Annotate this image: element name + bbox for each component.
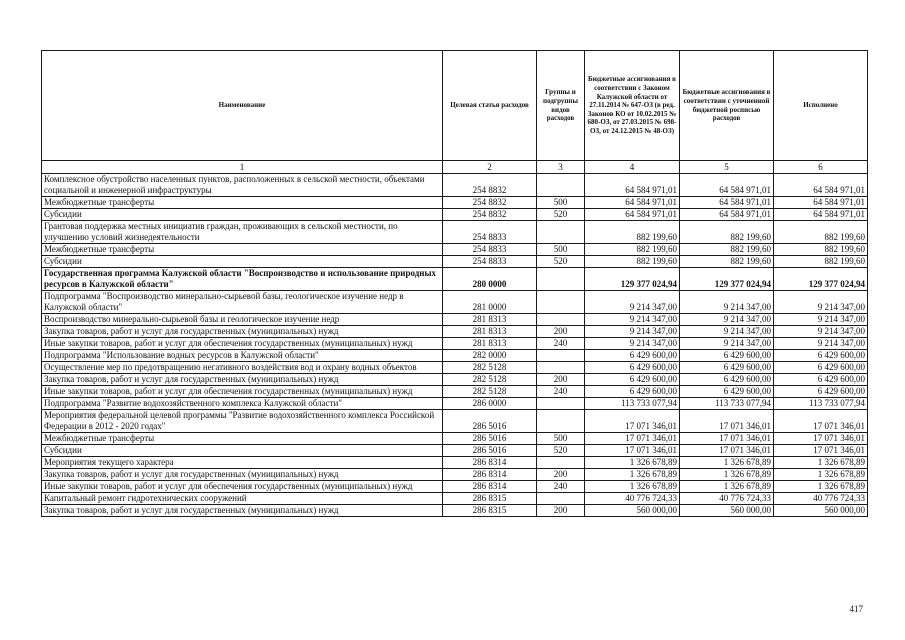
table-row	[42, 197, 868, 209]
row-target-article: 286 5016	[443, 433, 537, 445]
row-executed: 6 429 600,00	[774, 362, 868, 374]
row-name: Подпрограмма "Использование водных ресурсов в Калужской области"	[42, 350, 443, 362]
row-executed: 1 326 678,89	[774, 457, 868, 469]
row-expense-group	[537, 314, 585, 326]
row-executed: 1 326 678,89	[774, 481, 868, 493]
row-assignments-refined: 1 326 678,89	[680, 469, 774, 481]
row-executed: 6 429 600,00	[774, 386, 868, 398]
row-expense-group	[537, 398, 585, 410]
row-assignments-law: 9 214 347,00	[585, 314, 680, 326]
row-expense-group: 520	[537, 256, 585, 268]
row-name: Иные закупки товаров, работ и услуг для обеспечения государственных (муниципальных) нужд	[42, 338, 443, 350]
row-assignments-law: 9 214 347,00	[585, 326, 680, 338]
row-expense-group: 200	[537, 374, 585, 386]
row-name: Межбюджетные трансферты	[42, 197, 443, 209]
header-expense-group: Группы и подгруппы видов расходов	[537, 51, 585, 161]
table-row	[42, 291, 868, 314]
row-assignments-refined: 64 584 971,01	[680, 174, 774, 197]
row-assignments-law: 882 199,60	[585, 244, 680, 256]
row-expense-group: 200	[537, 326, 585, 338]
column-number: 6	[774, 161, 868, 174]
row-assignments-refined: 882 199,60	[680, 256, 774, 268]
row-target-article: 254 8833	[443, 256, 537, 268]
row-assignments-law: 129 377 024,94	[585, 268, 680, 291]
row-assignments-refined: 17 071 346,01	[680, 445, 774, 457]
row-target-article: 282 5128	[443, 362, 537, 374]
row-name: Субсидии	[42, 209, 443, 221]
row-executed: 9 214 347,00	[774, 326, 868, 338]
row-target-article: 286 8315	[443, 505, 537, 517]
row-expense-group	[537, 174, 585, 197]
row-assignments-refined: 6 429 600,00	[680, 362, 774, 374]
row-assignments-law: 64 584 971,01	[585, 209, 680, 221]
row-assignments-law: 6 429 600,00	[585, 374, 680, 386]
budget-table	[41, 50, 868, 517]
table-row	[42, 505, 868, 517]
table-row	[42, 445, 868, 457]
row-executed: 113 733 077,94	[774, 398, 868, 410]
row-assignments-refined: 113 733 077,94	[680, 398, 774, 410]
row-executed: 6 429 600,00	[774, 350, 868, 362]
table-row	[42, 469, 868, 481]
row-expense-group: 500	[537, 197, 585, 209]
row-expense-group: 520	[537, 445, 585, 457]
row-executed: 6 429 600,00	[774, 374, 868, 386]
row-executed: 9 214 347,00	[774, 338, 868, 350]
row-target-article: 281 0000	[443, 291, 537, 314]
row-name: Закупка товаров, работ и услуг для государственных (муниципальных) нужд	[42, 469, 443, 481]
header-name: Наименование	[42, 51, 443, 161]
row-expense-group: 240	[537, 481, 585, 493]
table-row	[42, 326, 868, 338]
row-expense-group: 200	[537, 469, 585, 481]
row-assignments-law: 882 199,60	[585, 256, 680, 268]
row-name: Подпрограмма "Воспроизводство минерально-сырьевой базы, геологическое изучение недр в Калужской области"	[42, 291, 443, 314]
row-name: Капитальный ремонт гидротехнических сооружений	[42, 493, 443, 505]
row-target-article: 286 8314	[443, 481, 537, 493]
row-assignments-law: 1 326 678,89	[585, 481, 680, 493]
table-row	[42, 457, 868, 469]
row-name: Иные закупки товаров, работ и услуг для обеспечения государственных (муниципальных) нужд	[42, 386, 443, 398]
row-expense-group	[537, 493, 585, 505]
row-executed: 9 214 347,00	[774, 314, 868, 326]
table-row	[42, 350, 868, 362]
table-row	[42, 174, 868, 197]
row-expense-group	[537, 268, 585, 291]
row-name: Осуществление мер по предотвращению негативного воздействия вод и охрану водных объектов	[42, 362, 443, 374]
row-name: Комплексное обустройство населенных пунктов, расположенных в сельской местности, объектами социальной и инженерной инфраструктуры	[42, 174, 443, 197]
row-target-article: 286 8314	[443, 457, 537, 469]
table-row	[42, 314, 868, 326]
row-executed: 64 584 971,01	[774, 174, 868, 197]
row-executed: 17 071 346,01	[774, 433, 868, 445]
row-expense-group	[537, 291, 585, 314]
table-row	[42, 338, 868, 350]
row-assignments-refined: 882 199,60	[680, 221, 774, 244]
row-assignments-refined: 17 071 346,01	[680, 433, 774, 445]
column-number: 4	[585, 161, 680, 174]
row-target-article: 254 8833	[443, 244, 537, 256]
row-expense-group	[537, 457, 585, 469]
row-executed: 17 071 346,01	[774, 410, 868, 433]
row-target-article: 286 5016	[443, 410, 537, 433]
row-target-article: 286 5016	[443, 445, 537, 457]
row-executed: 9 214 347,00	[774, 291, 868, 314]
header-target-article: Целевая статья расходов	[443, 51, 537, 161]
row-assignments-law: 6 429 600,00	[585, 386, 680, 398]
row-name: Межбюджетные трансферты	[42, 244, 443, 256]
table-row	[42, 386, 868, 398]
column-number-row	[42, 161, 868, 174]
row-expense-group	[537, 350, 585, 362]
row-expense-group	[537, 362, 585, 374]
table-body	[42, 174, 868, 517]
row-assignments-refined: 882 199,60	[680, 244, 774, 256]
table-row	[42, 256, 868, 268]
row-assignments-refined: 40 776 724,33	[680, 493, 774, 505]
row-assignments-refined: 1 326 678,89	[680, 481, 774, 493]
row-assignments-refined: 129 377 024,94	[680, 268, 774, 291]
header-assignments-refined: Бюджетные ассигнования в соответствии с уточненной бюджетной росписью расходов	[680, 51, 774, 161]
row-assignments-refined: 6 429 600,00	[680, 374, 774, 386]
row-assignments-law: 560 000,00	[585, 505, 680, 517]
table-row	[42, 209, 868, 221]
column-number: 5	[680, 161, 774, 174]
row-executed: 882 199,60	[774, 244, 868, 256]
row-executed: 64 584 971,01	[774, 197, 868, 209]
row-expense-group: 240	[537, 338, 585, 350]
column-number: 3	[537, 161, 585, 174]
table-row	[42, 374, 868, 386]
row-executed: 560 000,00	[774, 505, 868, 517]
row-name: Межбюджетные трансферты	[42, 433, 443, 445]
row-target-article: 282 5128	[443, 374, 537, 386]
row-executed: 882 199,60	[774, 221, 868, 244]
row-target-article: 254 8832	[443, 197, 537, 209]
row-executed: 129 377 024,94	[774, 268, 868, 291]
row-assignments-law: 17 071 346,01	[585, 410, 680, 433]
row-assignments-law: 1 326 678,89	[585, 469, 680, 481]
row-assignments-refined: 9 214 347,00	[680, 338, 774, 350]
row-expense-group	[537, 221, 585, 244]
table-row	[42, 433, 868, 445]
row-assignments-refined: 9 214 347,00	[680, 291, 774, 314]
table-row	[42, 221, 868, 244]
row-assignments-law: 64 584 971,01	[585, 174, 680, 197]
row-assignments-refined: 9 214 347,00	[680, 314, 774, 326]
row-target-article: 281 8313	[443, 326, 537, 338]
row-assignments-law: 17 071 346,01	[585, 433, 680, 445]
row-assignments-law: 113 733 077,94	[585, 398, 680, 410]
row-assignments-refined: 560 000,00	[680, 505, 774, 517]
header-row	[42, 51, 868, 161]
row-executed: 40 776 724,33	[774, 493, 868, 505]
row-target-article: 282 0000	[443, 350, 537, 362]
row-name: Воспроизводство минерально-сырьевой базы и геологическое изучение недр	[42, 314, 443, 326]
row-assignments-law: 17 071 346,01	[585, 445, 680, 457]
row-name: Мероприятия текущего характера	[42, 457, 443, 469]
row-name: Грантовая поддержка местных инициатив граждан, проживающих в сельской местности, по улучшению условий жизнедеятельности	[42, 221, 443, 244]
row-executed: 882 199,60	[774, 256, 868, 268]
row-expense-group: 500	[537, 244, 585, 256]
row-name: Закупка товаров, работ и услуг для государственных (муниципальных) нужд	[42, 374, 443, 386]
header-executed: Исполнено	[774, 51, 868, 161]
table-row	[42, 481, 868, 493]
row-target-article: 280 0000	[443, 268, 537, 291]
row-assignments-refined: 64 584 971,01	[680, 209, 774, 221]
row-target-article: 286 8315	[443, 493, 537, 505]
row-name: Мероприятия федеральной целевой программы "Развитие водохозяйственного комплекса Российской Федерации в 2012 - 2020 годах"	[42, 410, 443, 433]
row-assignments-law: 64 584 971,01	[585, 197, 680, 209]
row-assignments-law: 9 214 347,00	[585, 291, 680, 314]
row-executed: 64 584 971,01	[774, 209, 868, 221]
row-target-article: 286 0000	[443, 398, 537, 410]
row-name: Субсидии	[42, 256, 443, 268]
row-assignments-law: 1 326 678,89	[585, 457, 680, 469]
row-target-article: 254 8832	[443, 174, 537, 197]
row-assignments-refined: 6 429 600,00	[680, 386, 774, 398]
row-assignments-refined: 64 584 971,01	[680, 197, 774, 209]
row-target-article: 281 8313	[443, 338, 537, 350]
table-row	[42, 362, 868, 374]
column-number: 2	[443, 161, 537, 174]
row-expense-group: 500	[537, 433, 585, 445]
row-expense-group: 240	[537, 386, 585, 398]
row-expense-group: 200	[537, 505, 585, 517]
column-number: 1	[42, 161, 443, 174]
row-assignments-law: 6 429 600,00	[585, 362, 680, 374]
row-executed: 1 326 678,89	[774, 469, 868, 481]
row-name: Иные закупки товаров, работ и услуг для обеспечения государственных (муниципальных) нужд	[42, 481, 443, 493]
table-row	[42, 268, 868, 291]
row-name: Подпрограмма "Развитие водохозяйственного комплекса Калужской области"	[42, 398, 443, 410]
header-assignments-law: Бюджетные ассигнования в соответствии с Законом Калужской области от 27.11.2014 № 647-ОЗ (в ред. Законов КО от 10.02.2015 № 680-ОЗ, от 27.03.2015 № 698-ОЗ, от 24.12.2015 № 48-ОЗ)	[585, 51, 680, 161]
row-assignments-refined: 9 214 347,00	[680, 326, 774, 338]
row-assignments-law: 40 776 724,33	[585, 493, 680, 505]
row-target-article: 286 8314	[443, 469, 537, 481]
row-assignments-refined: 1 326 678,89	[680, 457, 774, 469]
page-number: 417	[849, 604, 863, 614]
table-row	[42, 244, 868, 256]
row-name: Закупка товаров, работ и услуг для государственных (муниципальных) нужд	[42, 505, 443, 517]
row-assignments-law: 882 199,60	[585, 221, 680, 244]
row-assignments-law: 9 214 347,00	[585, 338, 680, 350]
row-name: Государственная программа Калужской области "Воспроизводство и использование природных ресурсов в Калужской области"	[42, 268, 443, 291]
row-name: Закупка товаров, работ и услуг для государственных (муниципальных) нужд	[42, 326, 443, 338]
row-target-article: 254 8832	[443, 209, 537, 221]
row-target-article: 282 5128	[443, 386, 537, 398]
table-row	[42, 493, 868, 505]
table-row	[42, 398, 868, 410]
row-expense-group: 520	[537, 209, 585, 221]
row-executed: 17 071 346,01	[774, 445, 868, 457]
row-name: Субсидии	[42, 445, 443, 457]
row-assignments-refined: 6 429 600,00	[680, 350, 774, 362]
row-expense-group	[537, 410, 585, 433]
table-row	[42, 410, 868, 433]
row-assignments-law: 6 429 600,00	[585, 350, 680, 362]
row-target-article: 281 8313	[443, 314, 537, 326]
row-target-article: 254 8833	[443, 221, 537, 244]
row-assignments-refined: 17 071 346,01	[680, 410, 774, 433]
